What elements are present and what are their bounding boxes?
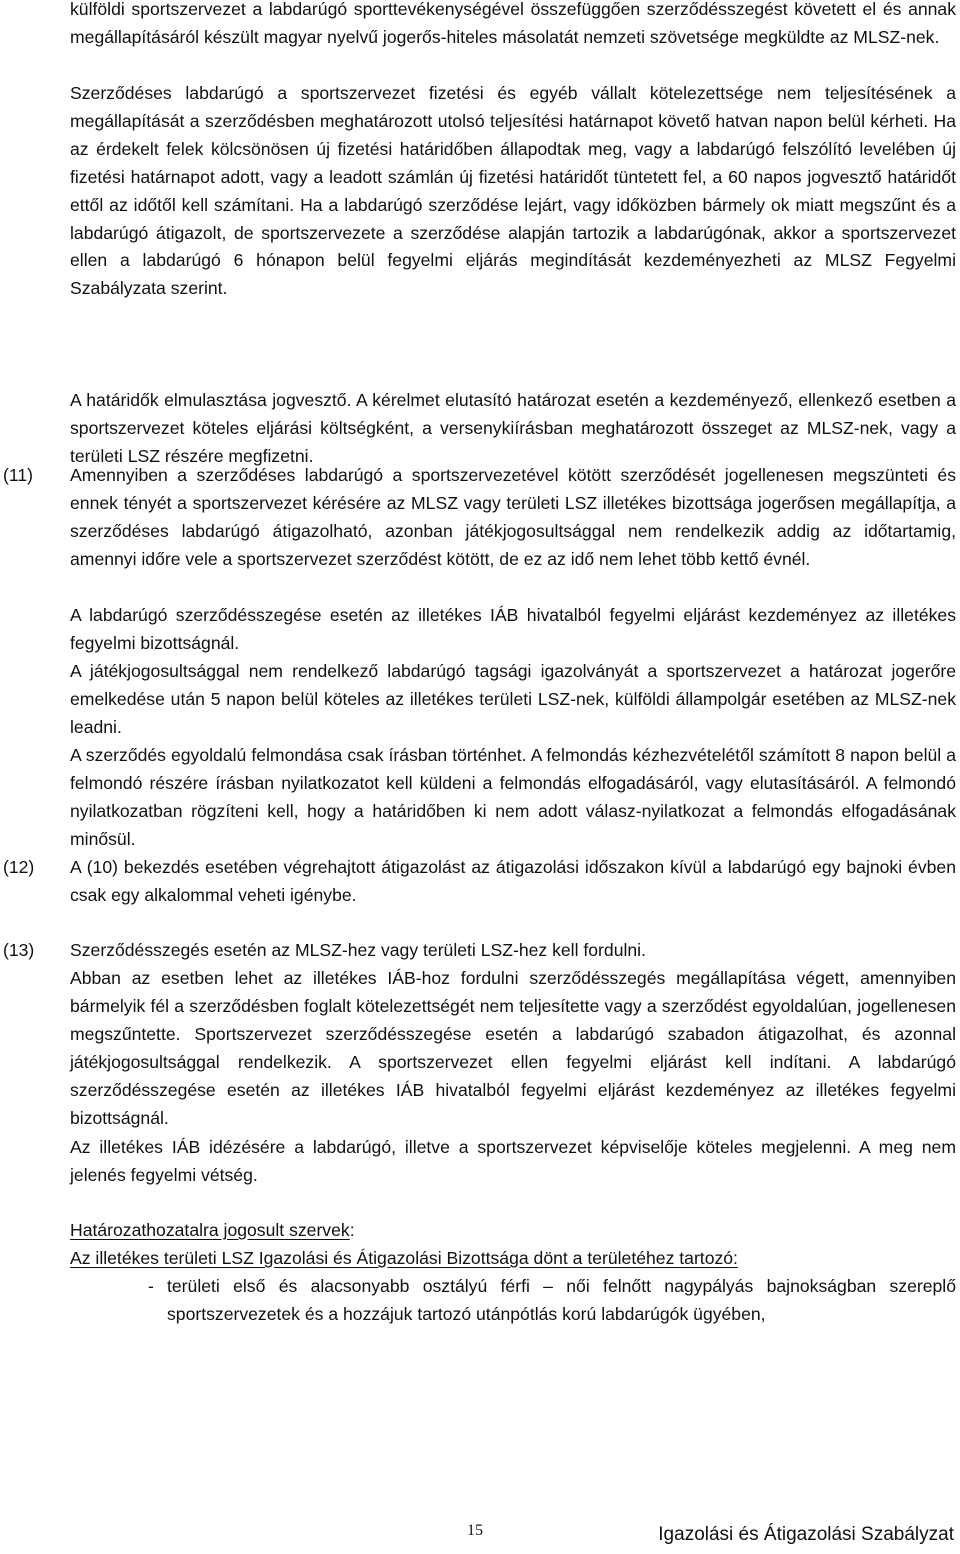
section-11-paragraph-2: A labdarúgó szerződésszegése esetén az illetékes IÁB hivatalból fegyelmi eljárást kezdeményez az illetékes fegyelmi bizottságnál. [70, 605, 956, 653]
intro-paragraph-3: A határidők elmulasztása jogvesztő. A kérelmet elutasító határozat esetén a kezdeményező, ellenkező esetben a sportszervezet köteles eljárási költségként, a versenykiírásban meghatározott összeget az MLSZ-nek, vagy a területi LSZ részére megfizetni. [70, 390, 956, 466]
competent-bodies-subheading: Az illetékes területi LSZ Igazolási és Átigazolási Bizottsága dönt a területéhez tartozó: [70, 1248, 738, 1268]
section-number-11: (11) [3, 465, 33, 485]
competent-bodies-heading-line [70, 1217, 956, 1245]
section-13-paragraph-2: Abban az esetben lehet az illetékes IÁB-hoz fordulni szerződésszegés megállapítása végett, amennyiben bármelyik fél a szerződésben foglalt kötelezettségét nem teljesítette vagy a szerződést egyoldalúan, jogellenesen megszűntette. Sportszervezet szerződésszegése esetén a labdarúgó szabadon átigazolhat, és azonnal játékjogosultsággal rendelkezik. A sportszervezet ellen fegyelmi eljárást kell indítani. A labdarúgó szerződésszegése esetén az illetékes IÁB hivatalból fegyelmi eljárást kezdeményez az illetékes fegyelmi bizottságnál. [70, 968, 956, 1128]
page-number: 15 [467, 1522, 483, 1539]
section-13-paragraph-3: Az illetékes IÁB idézésére a labdarúgó, illetve a sportszervezet képviselője köteles megjelenni. A meg nem jelenés fegyelmi vétség. [70, 1137, 956, 1185]
section-12-paragraph-1: A (10) bekezdés esetében végrehajtott átigazolást az átigazolási időszakon kívül a labdarúgó egy bajnoki évben csak egy alkalommal veheti igénybe. [70, 857, 956, 905]
competent-bodies-heading: Határozathozatalra jogosult szervek [70, 1220, 350, 1240]
footer-document-title: Igazolási és Átigazolási Szabályzat [658, 1524, 954, 1545]
section-number-13: (13) [3, 940, 35, 960]
intro-paragraph-1: külföldi sportszervezet a labdarúgó sporttevékenységével összefüggően szerződésszegést követett el és annak megállapításáról készült magyar nyelvű jogerős-hiteles másolatát nemzeti szövetsége megküldte az MLSZ-nek. [70, 0, 956, 47]
section-13-paragraph-1: Szerződésszegés esetén az MLSZ-hez vagy területi LSZ-hez kell fordulni. [70, 940, 646, 960]
section-11-paragraph-1: Amennyiben a szerződéses labdarúgó a sportszervezetével kötött szerződését jogellenesen megszünteti és ennek tényét a sportszervezet kérésére az MLSZ vagy területi LSZ illetékes bizottsága jogerősen megállapítja, a szerződéses labdarúgó átigazolható, azonban játékjogosultsággal nem rendelkezik addig az időtartamig, amennyi időre vele a sportszervezet szerződést kötött, de ez az idő nem lehet több kettő évnél. [70, 465, 956, 569]
competent-bodies-heading-colon: : [349, 1220, 355, 1240]
section-number-12: (12) [3, 857, 35, 877]
intro-paragraph-2: Szerződéses labdarúgó a sportszervezet fizetési és egyéb vállalt kötelezettsége nem teljesítésének a megállapítását a szerződésben meghatározott utolsó teljesítési határnapot követő hatvan napon belül kérheti. Ha az érdekelt felek kölcsönösen új fizetési határidőben állapodtak meg, vagy a labdarúgó felszólító levelében új fizetési határnapot adott, vagy a leadott számlán új fizetési határidőt tüntetett fel, a 60 napos jogvesztő határidőt ettől az időtől kell számítani. Ha a labdarúgó szerződése lejárt, vagy időközben bármely ok miatt megszűnt és a labdarúgó átigazolt, de sportszervezete a szerződése alapján tartozik a labdarúgónak, akkor a sportszervezet ellen a labdarúgó 6 hónapon belül fegyelmi eljárás megindítását kezdeményezheti az MLSZ Fegyelmi Szabályzata szerint. [70, 83, 956, 299]
section-11-paragraph-4: A szerződés egyoldalú felmondása csak írásban történhet. A felmondás kézhezvételétől számított 8 napon belül a felmondó részére írásban nyilatkozatot kell küldeni a felmondás elfogadásáról, vagy elutasításáról. A felmondó nyilatkozatban rögzíteni kell, hogy a határidőben ki nem adott válasz-nyilatkozat a felmondás elfogadásának minősül. [70, 745, 956, 849]
bullet-dash: - [148, 1276, 154, 1296]
bullet-item-text: területi első és alacsonyabb osztályú férfi – női felnőtt nagypályás bajnokságban szereplő sportszervezetek és a hozzájuk tartozó utánpótlás korú labdarúgók ügyében, [167, 1276, 956, 1324]
section-11-paragraph-3: A játékjogosultsággal nem rendelkező labdarúgó tagsági igazolványát a sportszervezet a határozat jogerőre emelkedése után 5 napon belül köteles az illetékes területi LSZ-nek, külföldi állampolgár esetében az MLSZ-nek leadni. [70, 661, 956, 737]
competent-bodies-subheading-line [70, 1245, 956, 1273]
